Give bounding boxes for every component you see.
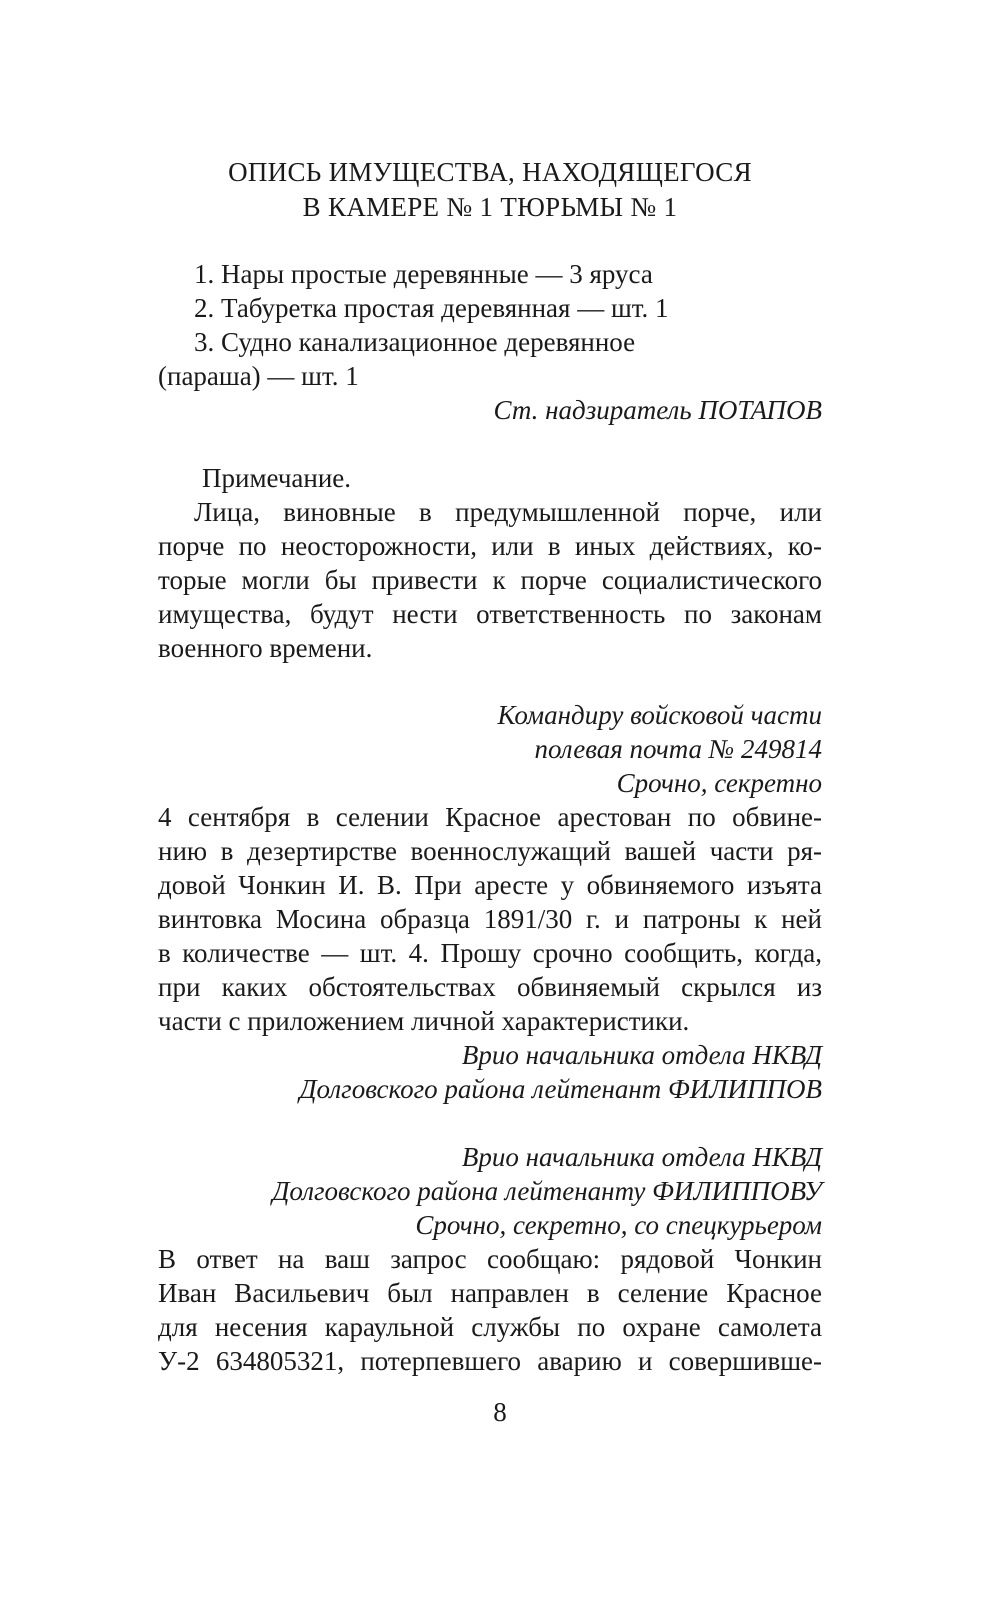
document-title-line-2: В КАМЕРЕ № 1 ТЮРЬМЫ № 1 (302, 192, 678, 222)
inventory-signature: Ст. надзиратель ПОТАПОВ (493, 395, 822, 425)
note-line: порче по неосторожности, или в иных действиях, ко- (158, 531, 822, 561)
letter1-header-line: Срочно, секретно (616, 768, 822, 798)
letter2-header-line: Врио начальника отдела НКВД (461, 1142, 822, 1172)
letter1-signature-line: Долговского района лейтенант ФИЛИППОВ (299, 1074, 822, 1104)
letter1-line: 4 сентября в селении Красное арестован по обвине- (158, 802, 822, 832)
inventory-item-continuation: (параша) — шт. 1 (158, 361, 359, 391)
document-title-line-1: ОПИСЬ ИМУЩЕСТВА, НАХОДЯЩЕГОСЯ (228, 157, 752, 187)
letter1-line: нию в дезертирстве военнослужащий вашей части ря- (158, 836, 822, 866)
letter1-header-line: Командиру войсковой части (497, 700, 822, 730)
letter1-line: части с приложением личной характеристики. (158, 1006, 690, 1036)
inventory-item: 2. Табуретка простая деревянная — шт. 1 (194, 293, 669, 323)
note-line: Лица, виновные в предумышленной порче, или (194, 497, 822, 527)
note-line: торые могли бы привести к порче социалистического (158, 565, 822, 595)
letter1-line: винтовка Мосина образца 1891/30 г. и патроны к ней (158, 904, 822, 934)
letter2-line: В ответ на ваш запрос сообщаю: рядовой Чонкин (158, 1244, 822, 1274)
letter2-line: для несения караульной службы по охране самолета (158, 1312, 822, 1342)
page-number: 8 (493, 1397, 507, 1427)
letter1-header-line: полевая почта № 249814 (534, 734, 822, 764)
letter1-line: довой Чонкин И. В. При аресте у обвиняемого изъята (158, 870, 822, 900)
inventory-item: 1. Нары простые деревянные — 3 яруса (194, 259, 653, 289)
letter1-line: в количестве — шт. 4. Прошу срочно сообщить, когда, (158, 938, 822, 968)
note-line: имущества, будут нести ответственность по законам (158, 599, 822, 629)
letter2-header-line: Долговского района лейтенанту ФИЛИППОВУ (272, 1176, 822, 1206)
letter2-line: Иван Васильевич был направлен в селение Красное (158, 1278, 822, 1308)
inventory-item: 3. Судно канализационное деревянное (194, 327, 636, 357)
note-heading: Примечание. (202, 463, 352, 493)
note-line: военного времени. (158, 633, 373, 663)
letter2-header-line: Срочно, секретно, со спецкурьером (415, 1210, 822, 1240)
letter1-line: при каких обстоятельствах обвиняемый скрылся из (158, 972, 822, 1002)
letter2-line: У-2 634805321, потерпевшего аварию и совершивше- (158, 1346, 822, 1376)
letter1-signature-line: Врио начальника отдела НКВД (461, 1040, 822, 1070)
